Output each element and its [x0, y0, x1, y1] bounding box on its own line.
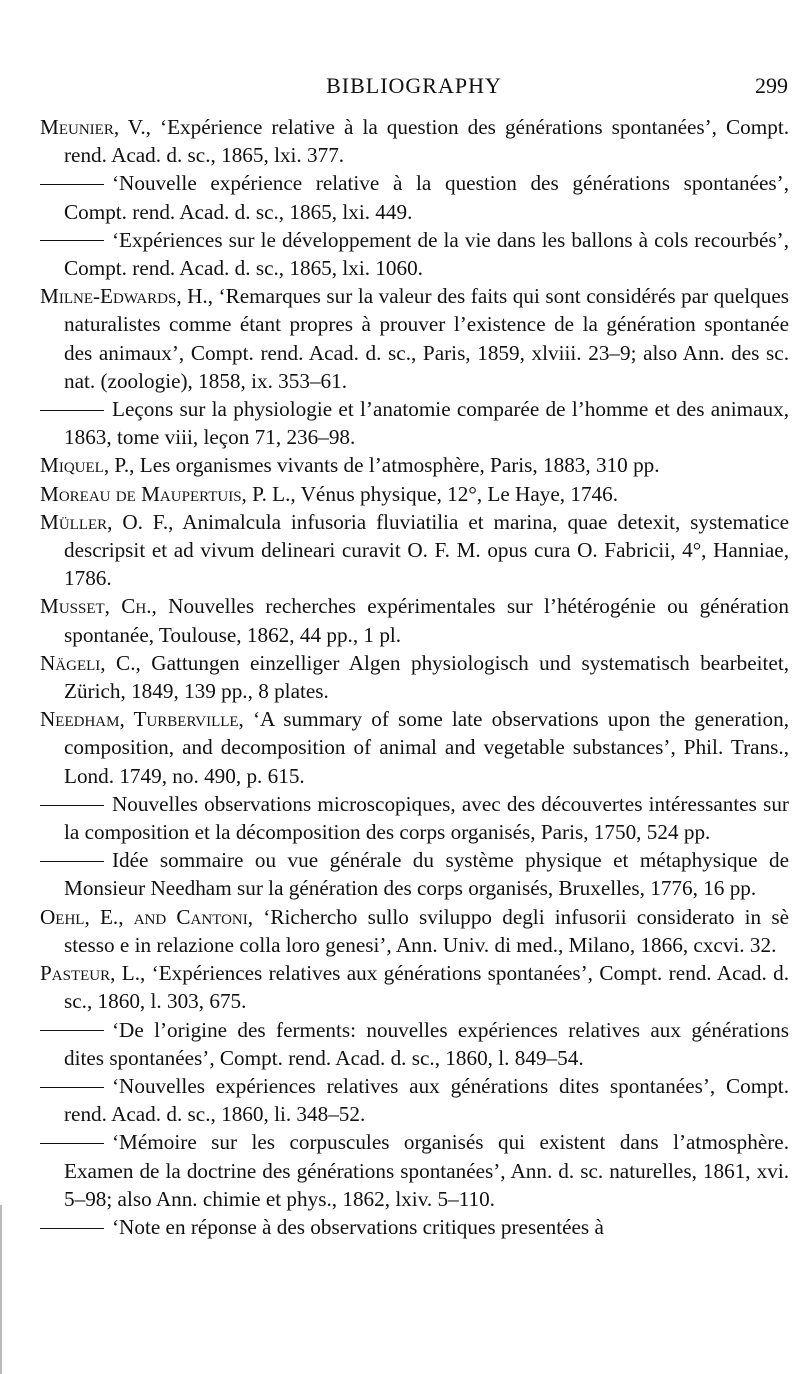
- bibliography-entry: [40, 1128, 789, 1213]
- entry-citation: ‘Note en réponse à des observations critiques presentées à: [112, 1214, 604, 1239]
- bibliography-entry: [40, 959, 789, 1015]
- bibliography-entry: [40, 508, 789, 593]
- bibliography-entry: [40, 395, 789, 451]
- entry-author: Milne-Edwards, H.,: [40, 284, 214, 309]
- bibliography-entry: [40, 903, 789, 959]
- bibliography-entry: [40, 790, 789, 846]
- entry-author: Needham, Turberville,: [40, 707, 244, 732]
- bibliography-entry: [40, 592, 789, 648]
- entry-citation: ‘Richercho sullo sviluppo degli infusorii considerato in sè stesso e in relazione colla loro genesi’, Ann. Univ. di med., Milano, 1866, cxcvi. 32.: [64, 904, 790, 957]
- ditto-dash: [40, 861, 104, 862]
- entry-author: Miquel, P.,: [40, 453, 135, 478]
- entry-author: Moreau de Maupertuis, P. L.,: [40, 481, 296, 506]
- ditto-dash: [40, 1228, 104, 1229]
- ditto-dash: [40, 410, 104, 411]
- bibliography-entry: [40, 169, 789, 225]
- entry-citation: ‘Expériences relatives aux générations spontanées’, Compt. rend. Acad. d. sc., 1860, l. 303, 675.: [64, 961, 790, 1014]
- entry-citation: ‘A summary of some late observations upon the generation, composition, and decomposition of animal and vegetable substances’, Phil. Trans., Lond. 1749, no. 490, p. 615.: [64, 707, 789, 788]
- entry-citation: Leçons sur la physiologie et l’anatomie comparée de l’homme et des animaux, 1863, tome viii, leçon 71, 236–98.: [64, 397, 789, 450]
- bibliography-entry: [40, 1213, 789, 1241]
- entry-author: Müller, O. F.,: [40, 509, 174, 534]
- entry-citation: ‘Expériences sur le développement de la vie dans les ballons à cols recourbés’, Compt. rend. Acad. d. sc., 1865, lxi. 1060.: [64, 227, 789, 281]
- bibliography-entry: [40, 113, 789, 169]
- entry-citation: ‘Nouvelles expériences relatives aux générations dites spontanées’, Compt. rend. Acad. d. sc., 1860, li. 348–52.: [64, 1073, 789, 1127]
- entry-author: Oehl, E., and Cantoni,: [40, 904, 254, 929]
- entry-author: Meunier, V.,: [40, 115, 151, 139]
- bibliography-entry: [40, 282, 789, 395]
- entry-citation: Vénus physique, 12°, Le Haye, 1746.: [300, 481, 619, 506]
- bibliography-entry: [40, 1072, 789, 1128]
- bibliography-entry: [40, 226, 789, 282]
- bibliography-entry: [40, 649, 789, 705]
- bibliography-entry: [40, 1016, 789, 1072]
- entry-citation: Nouvelles observations microscopiques, avec des découvertes intéressantes sur la composition et la décomposition des corps organisés, Paris, 1750, 524 pp.: [64, 791, 789, 845]
- entry-citation: ‘Remarques sur la valeur des faits qui sont considérés par quelques naturalistes comme étant propres à prouver l’existence de la génération spontanée des animaux’, Compt. rend. Acad. d. sc., Paris, 1859, xlviii. 23–9; also Ann. des sc. nat. (zoologie), 1858, ix. 353–61.: [64, 284, 789, 393]
- bibliography-entry: [40, 705, 789, 790]
- entry-citation: ‘De l’origine des ferments: nouvelles expériences relatives aux générations dites spontanées’, Compt. rend. Acad. d. sc., 1860, l. 849–54.: [64, 1017, 789, 1070]
- entry-citation: ‘Expérience relative à la question des générations spontanées’, Compt. rend. Acad. d. sc., 1865, lxi. 377.: [64, 115, 790, 168]
- entry-author: Musset, Ch.,: [40, 594, 157, 619]
- entry-author: Nägeli, C.,: [40, 650, 141, 675]
- entry-citation: Gattungen einzelliger Algen physiologisch und systematisch bearbeitet, Zürich, 1849, 139 pp., 8 plates.: [64, 650, 790, 704]
- entry-citation: ‘Mémoire sur les corpuscules organisés qui existent dans l’atmosphère. Examen de la doctrine des générations spontanées’, Ann. d. sc. naturelles, 1861, xvi. 5–98; also Ann. chimie et phys., 1862, lxiv. 5–110.: [64, 1130, 789, 1211]
- ditto-dash: [40, 1030, 104, 1031]
- bibliography-entry: [40, 846, 789, 902]
- page-number: 299: [755, 73, 788, 98]
- entry-citation: Les organismes vivants de l’atmosphère, Paris, 1883, 310 pp.: [139, 453, 660, 478]
- running-head: BIBLIOGRAPHY: [326, 73, 502, 98]
- entry-citation: Nouvelles recherches expérimentales sur l’hétérogénie ou génération spontanée, Toulouse, 1862, 44 pp., 1 pl.: [64, 594, 789, 647]
- ditto-dash: [40, 805, 104, 806]
- ditto-dash: [40, 1087, 104, 1088]
- page-header: [40, 73, 788, 103]
- ditto-dash: [40, 240, 104, 241]
- bibliography-list: [40, 113, 789, 1241]
- ditto-dash: [40, 1143, 104, 1144]
- entry-author: Pasteur, L.,: [40, 961, 146, 986]
- scan-edge-shadow: [0, 1205, 2, 1374]
- bibliography-entry: [40, 451, 789, 479]
- entry-citation: ‘Nouvelle expérience relative à la question des générations spontanées’, Compt. rend. Acad. d. sc., 1865, lxi. 449.: [64, 171, 789, 224]
- ditto-dash: [40, 184, 104, 185]
- bibliography-entry: [40, 480, 789, 508]
- entry-citation: Animalcula infusoria fluviatilia et marina, quae detexit, systematice descripsit et ad vivum delineari curavit O. F. M. opus cura O. Fabricii, 4°, Hanniae, 1786.: [64, 509, 789, 591]
- entry-citation: Idée sommaire ou vue générale du système physique et métaphysique de Monsieur Needham sur la génération des corps organisés, Bruxelles, 1776, 16 pp.: [64, 848, 789, 901]
